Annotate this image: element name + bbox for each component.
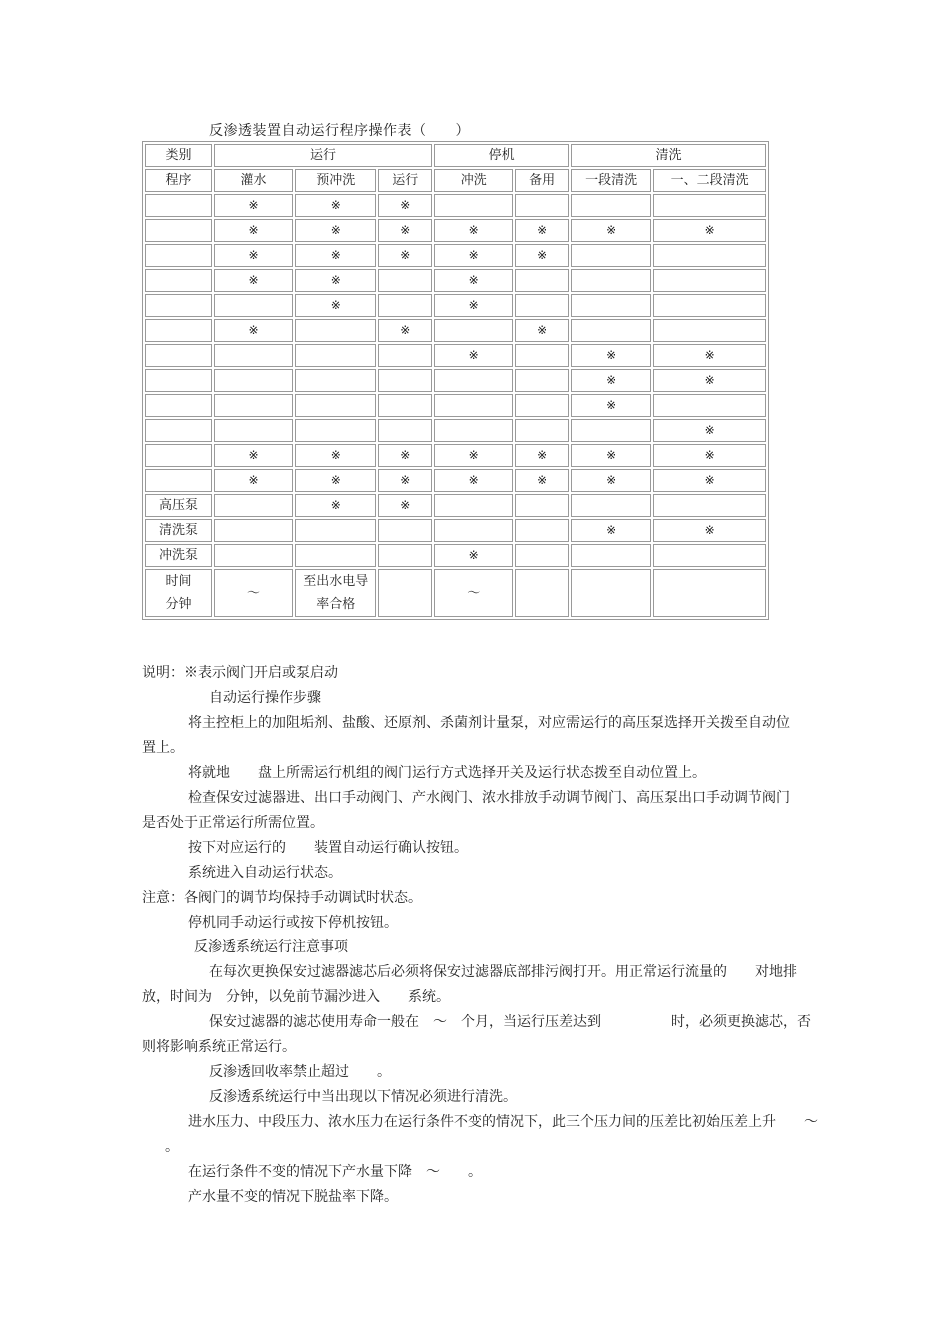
cell-flush: ※ (434, 244, 513, 267)
cell-fill: ※ (214, 244, 293, 267)
cell-flush (434, 369, 513, 392)
cell-standby: ※ (515, 469, 569, 492)
cell-flush: ※ (434, 544, 513, 567)
sub-header-preflush: 预冲洗 (295, 169, 376, 192)
cell-stage1-clean: ※ (571, 369, 651, 392)
cell-preflush (295, 369, 376, 392)
cell-fill: ※ (214, 444, 293, 467)
cell-preflush (295, 419, 376, 442)
cell-standby: ※ (515, 319, 569, 342)
cell-preflush: ※ (295, 219, 376, 242)
step-3-line2: 是否处于正常运行所需位置。 (142, 815, 324, 831)
table-row (145, 219, 766, 242)
clean-condition-1-line1: 进水压力、中段压力、浓水压力在运行条件不变的情况下，此三个压力间的压差比初始压差上升 ～ (188, 1114, 818, 1130)
cell-program (145, 369, 212, 392)
sub-header-fill: 灌水 (214, 169, 293, 192)
cell-flush (434, 519, 513, 542)
cell-stage1-clean (571, 319, 651, 342)
cell-flush: ※ (434, 269, 513, 292)
table-row (145, 394, 766, 417)
cell-run (378, 269, 432, 292)
cell-preflush: ※ (295, 294, 376, 317)
table-row (145, 494, 766, 517)
cell-stage12-clean: ※ (653, 519, 766, 542)
cell-fill (214, 394, 293, 417)
cell-preflush (295, 544, 376, 567)
stop-note: 停机同手动运行或按下停机按钮。 (188, 915, 398, 931)
cell-flush: ※ (434, 344, 513, 367)
cell-stage12-clean: ※ (653, 344, 766, 367)
cell-stage12-clean (653, 269, 766, 292)
time-standby (515, 569, 569, 617)
cell-program (145, 269, 212, 292)
sub-header-program: 程序 (145, 169, 212, 192)
cell-fill (214, 419, 293, 442)
cell-flush (434, 194, 513, 217)
cell-stage1-clean (571, 244, 651, 267)
cell-standby (515, 194, 569, 217)
step-1-line1: 将主控柜上的加阻垢剂、盐酸、还原剂、杀菌剂计量泵，对应需运行的高压泵选择开关拨至自动位 (188, 715, 790, 731)
time-stage12 (653, 569, 766, 617)
cell-flush (434, 494, 513, 517)
step-2: 将就地 盘上所需运行机组的阀门运行方式选择开关及运行状态拨至自动位置上。 (188, 765, 706, 781)
cell-fill: ※ (214, 219, 293, 242)
step-1-line2: 置上。 (142, 740, 184, 756)
time-run (378, 569, 432, 617)
cell-fill: ※ (214, 194, 293, 217)
cell-stage1-clean (571, 419, 651, 442)
table-row (145, 269, 766, 292)
cell-program: 高压泵 (145, 494, 212, 517)
cell-run: ※ (378, 494, 432, 517)
cell-standby: ※ (515, 244, 569, 267)
cell-program: 冲洗泵 (145, 544, 212, 567)
time-flush: ～ (434, 569, 513, 617)
cell-run: ※ (378, 444, 432, 467)
cell-preflush: ※ (295, 194, 376, 217)
cell-stage1-clean (571, 544, 651, 567)
sub-header-stage1-clean: 一段清洗 (571, 169, 651, 192)
cell-program: 清洗泵 (145, 519, 212, 542)
cell-fill (214, 344, 293, 367)
cell-stage1-clean: ※ (571, 519, 651, 542)
cell-preflush: ※ (295, 244, 376, 267)
table-row (145, 344, 766, 367)
cell-run: ※ (378, 244, 432, 267)
cell-standby: ※ (515, 219, 569, 242)
cell-fill (214, 544, 293, 567)
cell-standby (515, 494, 569, 517)
cell-program (145, 194, 212, 217)
header-clean: 清洗 (571, 144, 766, 167)
cell-stage1-clean: ※ (571, 444, 651, 467)
cell-program (145, 469, 212, 492)
cell-preflush: ※ (295, 269, 376, 292)
time-preflush-note (295, 569, 376, 617)
cell-program (145, 219, 212, 242)
sub-header-run: 运行 (378, 169, 432, 192)
step-3-line1: 检查保安过滤器进、出口手动阀门、产水阀门、浓水排放手动调节阀门、高压泵出口手动调节阀门 (188, 790, 790, 806)
time-label (145, 569, 212, 617)
cell-standby (515, 419, 569, 442)
sub-header-standby: 备用 (515, 169, 569, 192)
header-run: 运行 (214, 144, 432, 167)
sub-header-row (145, 169, 766, 192)
time-stage1 (571, 569, 651, 617)
cell-stage12-clean: ※ (653, 369, 766, 392)
cell-stage12-clean: ※ (653, 469, 766, 492)
cell-flush (434, 394, 513, 417)
cell-fill: ※ (214, 269, 293, 292)
cell-stage1-clean (571, 494, 651, 517)
cell-preflush (295, 519, 376, 542)
table-row (145, 319, 766, 342)
cell-stage12-clean (653, 319, 766, 342)
cell-preflush: ※ (295, 469, 376, 492)
cell-run (378, 519, 432, 542)
cell-run (378, 419, 432, 442)
cell-standby (515, 544, 569, 567)
time-note-line2: 率合格 (316, 597, 356, 612)
header-stop: 停机 (434, 144, 569, 167)
cell-stage12-clean: ※ (653, 419, 766, 442)
cell-stage12-clean (653, 244, 766, 267)
cell-preflush: ※ (295, 444, 376, 467)
cell-stage12-clean (653, 544, 766, 567)
table-row (145, 419, 766, 442)
cell-run (378, 544, 432, 567)
cell-run (378, 344, 432, 367)
sub-header-stage12-clean: 一、二段清洗 (653, 169, 766, 192)
cell-standby (515, 269, 569, 292)
table-row (145, 444, 766, 467)
cell-fill (214, 519, 293, 542)
time-label-line1: 时间 (165, 574, 192, 589)
cell-program (145, 244, 212, 267)
sub-header-flush: 冲洗 (434, 169, 513, 192)
cell-stage1-clean (571, 194, 651, 217)
cell-flush (434, 319, 513, 342)
cell-preflush (295, 319, 376, 342)
cell-standby (515, 369, 569, 392)
cell-standby (515, 294, 569, 317)
table-row (145, 294, 766, 317)
cell-preflush (295, 344, 376, 367)
time-row (145, 569, 766, 617)
header-category: 类别 (145, 144, 212, 167)
time-label-line2: 分钟 (165, 597, 192, 612)
group-header-row (145, 144, 766, 167)
clean-condition-2: 在运行条件不变的情况下产水量下降 ～ 。 (188, 1164, 482, 1180)
precaution-2-line2: 则将影响系统正常运行。 (142, 1039, 296, 1055)
cell-run: ※ (378, 194, 432, 217)
cell-standby (515, 519, 569, 542)
cell-standby: ※ (515, 444, 569, 467)
time-note-line1: 至出水电导 (303, 574, 369, 589)
cell-run: ※ (378, 319, 432, 342)
cell-fill: ※ (214, 469, 293, 492)
cell-standby (515, 394, 569, 417)
cell-stage12-clean (653, 294, 766, 317)
cell-program (145, 444, 212, 467)
clean-condition-3: 产水量不变的情况下脱盐率下降。 (188, 1189, 398, 1205)
cell-flush: ※ (434, 469, 513, 492)
cell-program (145, 319, 212, 342)
cell-run (378, 394, 432, 417)
step-5: 系统进入自动运行状态。 (188, 865, 342, 881)
operation-table (142, 141, 769, 620)
precaution-1-line2: 放，时间为 分钟，以免前节漏沙进入 系统。 (142, 989, 450, 1005)
cell-flush: ※ (434, 294, 513, 317)
section-heading-auto-steps: 自动运行操作步骤 (209, 690, 321, 706)
cell-stage12-clean (653, 394, 766, 417)
table-row (145, 194, 766, 217)
table-row (145, 519, 766, 542)
cell-run: ※ (378, 469, 432, 492)
table-row (145, 544, 766, 567)
clean-condition-1-line2: 。 (165, 1139, 179, 1155)
cell-run (378, 369, 432, 392)
cell-stage1-clean (571, 269, 651, 292)
cell-stage12-clean: ※ (653, 219, 766, 242)
cell-stage1-clean: ※ (571, 394, 651, 417)
step-4: 按下对应运行的 装置自动运行确认按钮。 (188, 840, 468, 856)
section-heading-precautions: 反渗透系统运行注意事项 (194, 939, 348, 955)
cell-stage1-clean (571, 294, 651, 317)
precaution-4: 反渗透系统运行中当出现以下情况必须进行清洗。 (209, 1089, 517, 1105)
precaution-2-line1: 保安过滤器的滤芯使用寿命一般在 ～ 个月，当运行压差达到 时，必须更换滤芯，否 (209, 1014, 811, 1030)
cell-flush: ※ (434, 219, 513, 242)
cell-program (145, 344, 212, 367)
precaution-1-line1: 在每次更换保安过滤器滤芯后必须将保安过滤器底部排污阀打开。用正常运行流量的 对地排 (209, 964, 797, 980)
cell-stage1-clean: ※ (571, 469, 651, 492)
table-caption: 反渗透装置自动运行程序操作表（ ） (209, 123, 470, 139)
table-row (145, 469, 766, 492)
table-row (145, 369, 766, 392)
cell-preflush: ※ (295, 494, 376, 517)
cell-stage12-clean (653, 194, 766, 217)
precaution-3: 反渗透回收率禁止超过 。 (209, 1064, 391, 1080)
cell-run (378, 294, 432, 317)
cell-run: ※ (378, 219, 432, 242)
attention-note: 注意：各阀门的调节均保持手动调试时状态。 (142, 890, 422, 906)
cell-standby (515, 344, 569, 367)
cell-fill (214, 294, 293, 317)
cell-fill: ※ (214, 319, 293, 342)
cell-fill (214, 494, 293, 517)
cell-program (145, 419, 212, 442)
cell-stage12-clean: ※ (653, 444, 766, 467)
cell-preflush (295, 394, 376, 417)
note-legend: 说明：※表示阀门开启或泵启动 (142, 665, 338, 681)
time-fill: ～ (214, 569, 293, 617)
table-row (145, 244, 766, 267)
cell-flush: ※ (434, 444, 513, 467)
cell-stage12-clean (653, 494, 766, 517)
cell-fill (214, 369, 293, 392)
cell-flush (434, 419, 513, 442)
cell-program (145, 294, 212, 317)
cell-program (145, 394, 212, 417)
cell-stage1-clean: ※ (571, 344, 651, 367)
cell-stage1-clean: ※ (571, 219, 651, 242)
